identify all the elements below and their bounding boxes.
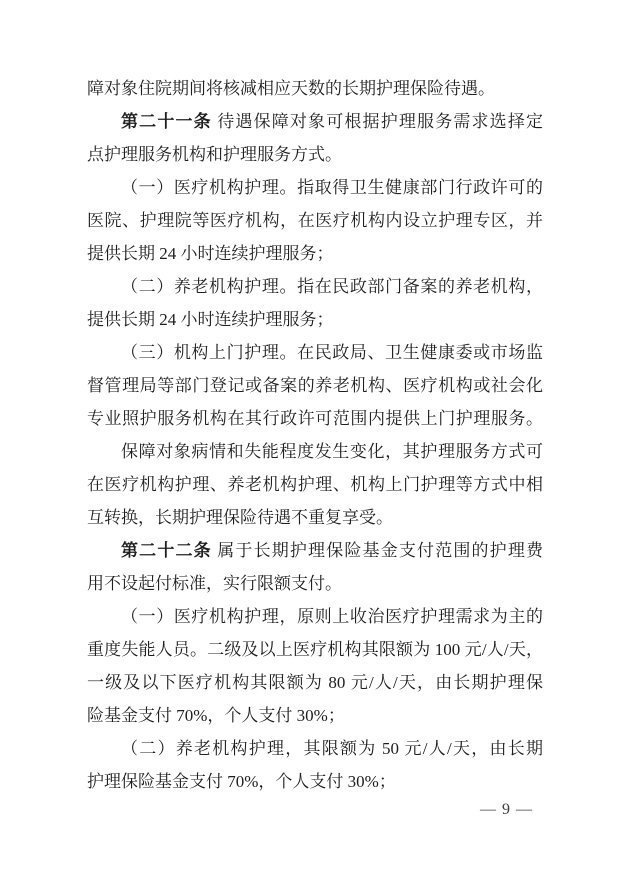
article-heading-segment: 第二十一条 <box>121 112 212 131</box>
text-segment: 专业照护服务机构在其行政许可范围内提供上门护理服务。 <box>87 409 543 428</box>
text-segment: 待遇保障对象可根据护理服务需求选择定 <box>211 112 544 131</box>
text-line <box>87 468 543 501</box>
text-segment: （一）医疗机构护理。指取得卫生健康部门行政许可的 <box>121 178 543 197</box>
text-segment: 提供长期 24 小时连续护理服务； <box>87 310 334 329</box>
text-segment: 险基金支付 70%，个人支付 30%； <box>87 706 345 725</box>
text-segment: 在医疗机构护理、养老机构护理、机构上门护理等方式中相 <box>87 475 543 494</box>
text-segment: 用不设起付标准，实行限额支付。 <box>87 574 342 593</box>
text-line <box>87 402 543 435</box>
text-line <box>87 105 543 138</box>
page-number: — 9 — <box>480 801 533 818</box>
text-segment: 点护理服务机构和护理服务方式。 <box>87 145 342 164</box>
text-line <box>87 633 543 666</box>
document-text-block <box>87 72 543 798</box>
text-segment: （三）机构上门护理。在民政局、卫生健康委或市场监 <box>121 343 543 362</box>
text-line <box>87 567 543 600</box>
text-segment: 一级及以下医疗机构其限额为 80 元/人/天，由长期护理保 <box>87 673 543 692</box>
text-segment: 属于长期护理保险基金支付范围的护理费 <box>211 541 544 560</box>
text-line <box>87 765 543 798</box>
text-segment: 医院、护理院等医疗机构，在医疗机构内设立护理专区，并 <box>87 211 543 230</box>
text-line <box>87 666 543 699</box>
text-segment: 督管理局等部门登记或备案的养老机构、医疗机构或社会化 <box>87 376 543 395</box>
text-line <box>87 369 543 402</box>
text-line <box>87 171 543 204</box>
text-segment: 提供长期 24 小时连续护理服务； <box>87 244 334 263</box>
text-line <box>87 303 543 336</box>
text-segment: 保障对象病情和失能程度发生变化，其护理服务方式可 <box>121 442 543 461</box>
text-segment: （二）养老机构护理。指在民政部门备案的养老机构， <box>121 277 543 296</box>
text-line <box>87 435 543 468</box>
text-segment: 重度失能人员。二级及以上医疗机构其限额为 100 元/人/天， <box>87 640 543 659</box>
text-line <box>87 237 543 270</box>
text-segment: （二）养老机构护理，其限额为 50 元/人/天，由长期 <box>121 739 543 758</box>
text-segment: 护理保险基金支付 70%，个人支付 30%； <box>87 772 396 791</box>
text-line <box>87 138 543 171</box>
text-line <box>87 501 543 534</box>
text-segment: （一）医疗机构护理，原则上收治医疗护理需求为主的 <box>121 607 543 626</box>
text-segment: 障对象住院期间将核减相应天数的长期护理保险待遇。 <box>87 79 495 98</box>
text-line <box>87 600 543 633</box>
text-line <box>87 534 543 567</box>
article-heading-segment: 第二十二条 <box>121 541 212 560</box>
text-line <box>87 699 543 732</box>
text-line <box>87 72 543 105</box>
text-line <box>87 336 543 369</box>
text-line <box>87 732 543 765</box>
text-segment: 互转换，长期护理保险待遇不重复享受。 <box>87 508 393 527</box>
text-line <box>87 204 543 237</box>
text-line <box>87 270 543 303</box>
